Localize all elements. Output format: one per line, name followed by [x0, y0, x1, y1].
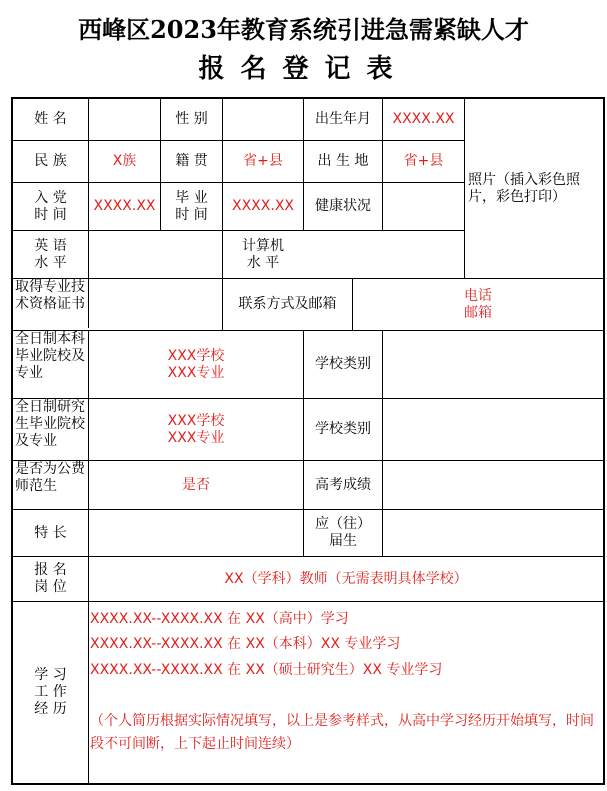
- school-type-2-label: 学校类别: [315, 421, 371, 437]
- post-field[interactable]: XX（学科）教师（无需表明具体学校）: [224, 570, 468, 587]
- fresh-grad-field[interactable]: [383, 510, 603, 556]
- normal-student-label: [13, 461, 88, 509]
- cert-field[interactable]: [89, 279, 222, 330]
- school-type-2-field[interactable]: [383, 399, 603, 460]
- pg-school: XXX学校: [167, 412, 225, 429]
- cert-label-line2: 术资格证书: [15, 296, 85, 312]
- birthplace-field[interactable]: 省+县: [403, 153, 444, 169]
- english-label: [13, 231, 88, 278]
- english-label-line2: 水 平: [34, 254, 67, 271]
- ug-label-line2: 毕业院校及: [15, 348, 85, 364]
- post-label: [13, 557, 88, 601]
- party-label-line2: 时 间: [34, 206, 67, 223]
- party-time-label: [13, 183, 88, 230]
- contact-field[interactable]: [353, 279, 603, 330]
- photo-cell[interactable]: [465, 99, 603, 278]
- gender-label: 性 别: [175, 111, 208, 127]
- undergrad-field[interactable]: [89, 331, 303, 398]
- cert-label-line1: 取得专业技: [15, 279, 85, 295]
- computer-label-line2: 水 平: [246, 254, 280, 271]
- party-label-line1: 入 党: [34, 189, 67, 206]
- computer-field[interactable]: [304, 231, 464, 278]
- study-label-line2: 工 作: [34, 684, 67, 700]
- native-place-field[interactable]: 省+县: [243, 153, 283, 169]
- grad-time-label: [161, 183, 222, 230]
- health-label: 健康状况: [315, 198, 371, 214]
- name-label: 姓 名: [34, 111, 67, 127]
- photo-placeholder: 照片（插入彩色照片，彩色打印）: [468, 171, 580, 205]
- experience-line-2: XXXX.XX--XXXX.XX 在 XX（本科）XX 专业学习: [90, 636, 401, 652]
- computer-label-line1: 计算机: [242, 237, 284, 254]
- pg-label-line1: 全日制研究: [15, 399, 85, 415]
- gaokao-label: 高考成绩: [315, 476, 371, 493]
- birthplace-label: 出 生 地: [317, 153, 369, 169]
- form-title-line1: 西峰区2023年教育系统引进急需紧缺人才: [78, 15, 529, 44]
- ug-label-line3: 专业: [15, 365, 43, 381]
- contact-label: 联系方式及邮箱: [238, 296, 337, 312]
- specialty-label: 特 长: [34, 524, 67, 541]
- experience-note: （个人简历根据实际情况填写，以上是参考样式，从高中学习经历开始填写，时间段不可间断，上下起止时间连续）: [90, 713, 594, 752]
- grad-label-line1: 毕 业: [175, 189, 208, 206]
- study-label-line1: 学 习: [34, 667, 67, 683]
- ug-school: XXX学校: [167, 347, 225, 364]
- post-label-line1: 报 名: [34, 562, 67, 578]
- post-label-line2: 岗 位: [34, 579, 67, 595]
- cert-label: [13, 279, 88, 330]
- party-time-field[interactable]: XXXX.XX: [93, 198, 156, 214]
- pg-label-line3: 及专业: [15, 433, 57, 449]
- birth-label: 出生年月: [315, 111, 371, 127]
- grad-time-field[interactable]: XXXX.XX: [232, 198, 294, 214]
- form-title-line2: 报名登记表: [198, 54, 409, 84]
- grad-label-line2: 时 间: [175, 206, 208, 223]
- fresh-grad-label: [304, 510, 382, 556]
- ug-label-line1: 全日制本科: [15, 331, 85, 347]
- name-field[interactable]: [89, 99, 160, 140]
- pg-label-line2: 生毕业院校: [15, 416, 85, 432]
- computer-label: [223, 231, 303, 278]
- experience-line-1: XXXX.XX--XXXX.XX 在 XX（高中）学习: [90, 611, 349, 627]
- pg-major: XXX专业: [167, 429, 225, 446]
- postgrad-label: [13, 399, 88, 460]
- normal-student-field[interactable]: 是否: [182, 476, 210, 493]
- specialty-field[interactable]: [89, 510, 303, 556]
- school-type-field[interactable]: [383, 331, 603, 398]
- english-label-line1: 英 语: [34, 237, 67, 254]
- gaokao-field[interactable]: [383, 461, 603, 509]
- fresh-label-line2: 届生: [329, 533, 357, 549]
- normal-label-line1: 是否为公费: [15, 461, 85, 477]
- normal-label-line2: 师范生: [15, 478, 57, 494]
- gender-field[interactable]: [223, 99, 303, 140]
- experience-line-3: XXXX.XX--XXXX.XX 在 XX（硕士研究生）XX 专业学习: [90, 662, 443, 678]
- study-label-line3: 经 历: [34, 701, 67, 717]
- postgrad-field[interactable]: [89, 399, 303, 460]
- ethnicity-field[interactable]: X族: [112, 153, 137, 169]
- birth-field[interactable]: XXXX.XX: [392, 111, 455, 127]
- native-place-label: 籍 贯: [175, 153, 208, 169]
- fresh-label-line1: 应（往）: [315, 516, 371, 532]
- school-type-label: 学校类别: [315, 356, 371, 372]
- contact-phone: 电话: [464, 287, 492, 304]
- experience-label: [13, 602, 88, 783]
- ethnicity-label: 民 族: [34, 153, 67, 169]
- contact-email: 邮箱: [464, 304, 492, 321]
- ug-major: XXX专业: [167, 364, 225, 381]
- health-field[interactable]: [383, 183, 464, 230]
- undergrad-label: [13, 331, 88, 398]
- english-field[interactable]: [89, 231, 222, 278]
